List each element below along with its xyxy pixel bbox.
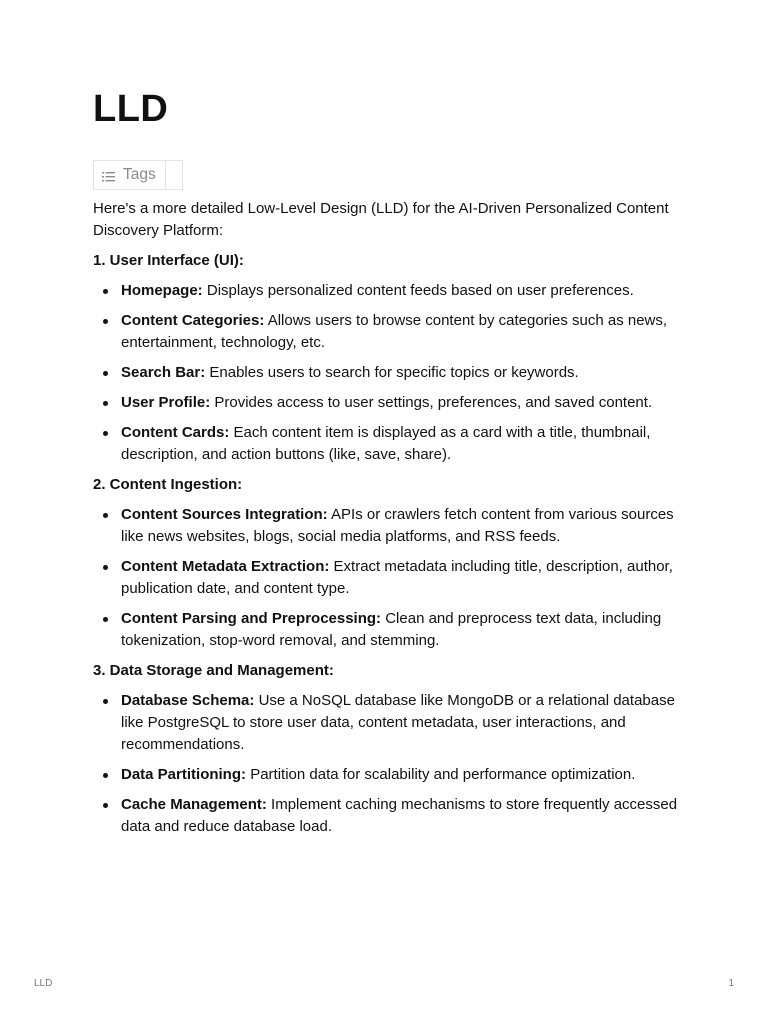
section-ui — [93, 250, 683, 466]
list-item-text: Clean and preprocess text data, including tokenization, stop-word removal, and stemming. — [121, 610, 662, 649]
section-heading: 2. Content Ingestion: — [93, 476, 243, 493]
list-item-title: Database Schema: — [121, 692, 255, 709]
section-heading: 3. Data Storage and Management: — [93, 662, 334, 679]
list-item-title: Cache Management: — [121, 796, 267, 813]
list-item-title: Data Partitioning: — [121, 766, 247, 783]
footer-page-number: 1 — [728, 978, 734, 989]
tags-value[interactable] — [166, 161, 182, 189]
list-item-text: Use a NoSQL database like MongoDB or a relational database like PostgreSQL to store user data, content metadata, user interactions, and recommendations. — [121, 692, 675, 753]
list-item — [93, 362, 683, 384]
list-item-title: Content Cards: — [121, 424, 230, 441]
page-title: LLD — [93, 88, 169, 130]
tags-property-label — [94, 161, 166, 189]
list-item-text: Allows users to browse content by categories such as news, entertainment, technology, etc. — [121, 312, 668, 351]
list-item — [93, 310, 683, 354]
list-item-text: Displays personalized content feeds based on user preferences. — [206, 282, 634, 299]
list-item-text: Partition data for scalability and performance optimization. — [250, 766, 636, 783]
section-heading: 1. User Interface (UI): — [93, 252, 244, 269]
tags-label: Tags — [123, 166, 156, 183]
list-item-title: Content Parsing and Preprocessing: — [121, 610, 382, 627]
list-item — [93, 392, 683, 414]
list-item — [93, 690, 683, 756]
list-item — [93, 764, 683, 786]
footer-document-title: LLD — [34, 978, 53, 989]
list-item-title: Content Sources Integration: — [121, 506, 328, 523]
bullet-list — [93, 504, 683, 652]
list-icon — [102, 171, 115, 183]
bullet-list — [93, 690, 683, 838]
list-item — [93, 280, 683, 302]
document-body — [93, 198, 683, 846]
list-item — [93, 794, 683, 838]
list-item-text: Extract metadata including title, description, author, publication date, and content type. — [121, 558, 673, 597]
list-item — [93, 608, 683, 652]
list-item — [93, 504, 683, 548]
list-item — [93, 556, 683, 600]
list-item-text: Provides access to user settings, preferences, and saved content. — [214, 394, 653, 411]
section-content-ingestion — [93, 474, 683, 652]
list-item-title: Content Metadata Extraction: — [121, 558, 330, 575]
list-item-title: Homepage: — [121, 282, 203, 299]
intro-paragraph: Here's a more detailed Low-Level Design (LLD) for the AI-Driven Personalized Content Discovery Platform: — [93, 200, 669, 239]
list-item — [93, 422, 683, 466]
list-item-title: User Profile: — [121, 394, 211, 411]
list-item-title: Content Categories: — [121, 312, 265, 329]
list-item-text: APIs or crawlers fetch content from various sources like news websites, blogs, social media platforms, and RSS feeds. — [121, 506, 674, 545]
list-item-text: Implement caching mechanisms to store frequently accessed data and reduce database load. — [121, 796, 678, 835]
bullet-list — [93, 280, 683, 466]
tags-property[interactable] — [93, 160, 183, 190]
section-data-storage — [93, 660, 683, 838]
list-item-text: Enables users to search for specific topics or keywords. — [209, 364, 579, 381]
list-item-title: Search Bar: — [121, 364, 206, 381]
list-item-text: Each content item is displayed as a card with a title, thumbnail, description, and action buttons (like, save, share). — [121, 424, 651, 463]
